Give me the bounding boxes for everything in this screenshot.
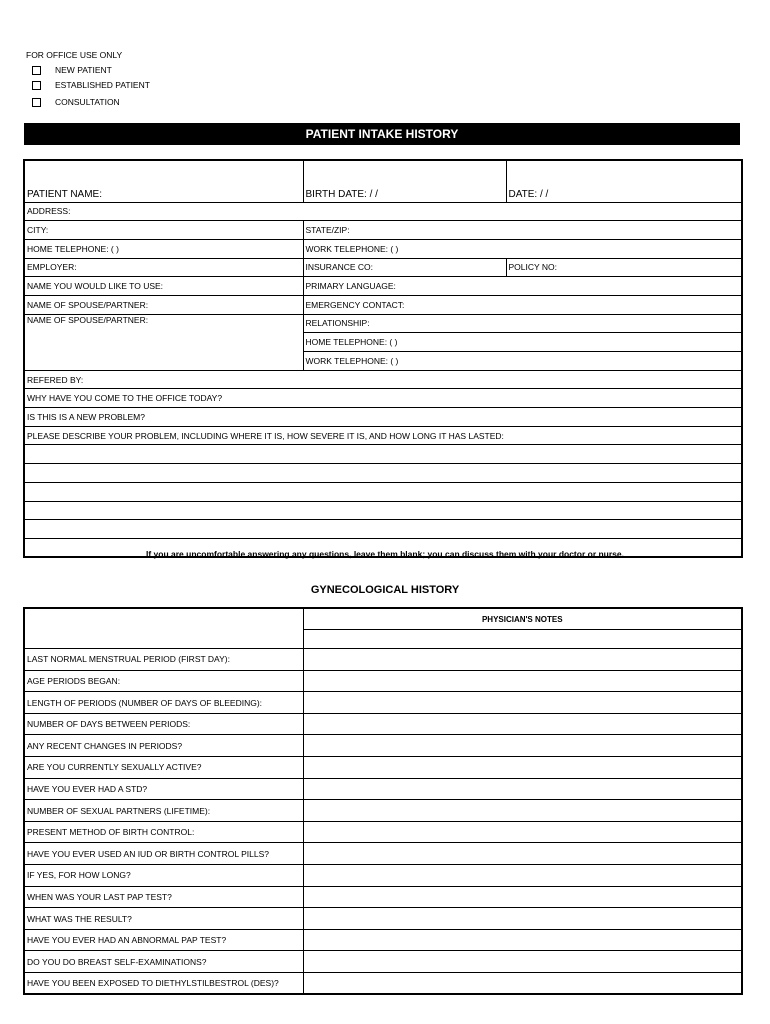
gyn-question: HAVE YOU EVER HAD AN ABNORMAL PAP TEST? <box>24 929 303 951</box>
gyn-question: PRESENT METHOD OF BIRTH CONTROL: <box>24 821 303 843</box>
physician-notes-cell[interactable] <box>303 778 742 800</box>
office-use-section <box>26 48 150 110</box>
table-row <box>24 295 742 314</box>
table-row <box>24 277 742 296</box>
gyn-history-table <box>23 607 743 995</box>
option-label: ESTABLISHED PATIENT <box>55 80 150 90</box>
table-row <box>24 426 742 445</box>
physician-notes-cell[interactable] <box>303 886 742 908</box>
physician-notes-cell[interactable] <box>303 865 742 887</box>
table-row <box>24 239 742 258</box>
table-row <box>24 778 742 800</box>
gyn-question: HAVE YOU BEEN EXPOSED TO DIETHYLSTILBESTROL (DES)? <box>24 973 303 995</box>
physician-notes-cell[interactable] <box>303 670 742 692</box>
option-label: NEW PATIENT <box>55 65 112 75</box>
physician-notes-cell[interactable] <box>303 757 742 779</box>
gyn-question: ARE YOU CURRENTLY SEXUALLY ACTIVE? <box>24 757 303 779</box>
state-zip-field[interactable]: STATE/ZIP: <box>303 221 742 240</box>
option-label: CONSULTATION <box>55 97 120 107</box>
why-come-field[interactable]: WHY HAVE YOU COME TO THE OFFICE TODAY? <box>24 389 742 408</box>
physician-notes-cell[interactable] <box>303 951 742 973</box>
notes-cell[interactable] <box>303 630 742 649</box>
table-row <box>24 258 742 277</box>
table-row <box>24 735 742 757</box>
table-row <box>24 445 742 464</box>
gyn-question: LENGTH OF PERIODS (NUMBER OF DAYS OF BLEEDING): <box>24 692 303 714</box>
gyn-question: WHEN WAS YOUR LAST PAP TEST? <box>24 886 303 908</box>
table-row <box>24 464 742 483</box>
table-row <box>24 314 742 333</box>
physician-notes-cell[interactable] <box>303 713 742 735</box>
gyn-question: WHAT WAS THE RESULT? <box>24 908 303 930</box>
ec-home-telephone-field[interactable]: HOME TELEPHONE: ( ) <box>303 333 742 352</box>
physician-notes-cell[interactable] <box>303 649 742 671</box>
physician-notes-cell[interactable] <box>303 821 742 843</box>
table-row <box>24 608 742 630</box>
relationship-field[interactable]: RELATIONSHIP: <box>303 314 742 333</box>
table-row <box>24 520 742 539</box>
home-telephone-field[interactable]: HOME TELEPHONE: ( ) <box>24 239 303 258</box>
ec-work-telephone-field[interactable]: WORK TELEPHONE: ( ) <box>303 352 742 371</box>
table-row <box>24 370 742 389</box>
intake-form-table <box>23 159 743 558</box>
gyn-question: ANY RECENT CHANGES IN PERIODS? <box>24 735 303 757</box>
describe-line[interactable] <box>24 482 742 501</box>
date-field[interactable]: DATE: / / <box>506 160 742 202</box>
table-row <box>24 389 742 408</box>
preferred-name-field[interactable]: NAME YOU WOULD LIKE TO USE: <box>24 277 303 296</box>
insurance-field[interactable]: INSURANCE CO: <box>303 258 506 277</box>
physician-notes-cell[interactable] <box>303 692 742 714</box>
field-label: NAME OF SPOUSE/PARTNER: <box>27 314 149 325</box>
employer-field[interactable]: EMPLOYER: <box>24 258 303 277</box>
describe-line[interactable] <box>24 464 742 483</box>
gyn-section-title: GYNECOLOGICAL HISTORY <box>310 584 460 596</box>
describe-line[interactable] <box>24 501 742 520</box>
work-telephone-field[interactable]: WORK TELEPHONE: ( ) <box>303 239 742 258</box>
physician-notes-cell[interactable] <box>303 843 742 865</box>
checkbox-established-patient[interactable] <box>32 81 41 90</box>
birth-date-field[interactable]: BIRTH DATE: / / <box>303 160 506 202</box>
physician-notes-cell[interactable] <box>303 735 742 757</box>
referred-by-field[interactable]: REFERED BY: <box>24 370 742 389</box>
policy-field[interactable]: POLICY NO: <box>506 258 742 277</box>
table-row <box>24 929 742 951</box>
table-row <box>24 649 742 671</box>
table-row <box>24 713 742 735</box>
describe-line[interactable] <box>24 445 742 464</box>
gyn-question: NUMBER OF DAYS BETWEEN PERIODS: <box>24 713 303 735</box>
option-new-patient[interactable] <box>26 63 150 78</box>
gyn-question: DO YOU DO BREAST SELF-EXAMINATIONS? <box>24 951 303 973</box>
table-row <box>24 973 742 995</box>
table-row <box>24 886 742 908</box>
gyn-question: HAVE YOU EVER USED AN IUD OR BIRTH CONTROL PILLS? <box>24 843 303 865</box>
table-row <box>24 865 742 887</box>
option-consultation[interactable] <box>26 95 150 110</box>
gyn-question-rows <box>24 649 742 995</box>
emergency-contact-field[interactable]: EMERGENCY CONTACT: <box>303 295 742 314</box>
table-row <box>24 692 742 714</box>
city-field[interactable]: CITY: <box>24 221 303 240</box>
checkbox-new-patient[interactable] <box>32 66 41 75</box>
checkbox-consultation[interactable] <box>32 98 41 107</box>
table-row <box>24 821 742 843</box>
physician-notes-cell[interactable] <box>303 973 742 995</box>
option-established-patient[interactable] <box>26 78 150 93</box>
new-problem-field[interactable]: IS THIS IS A NEW PROBLEM? <box>24 408 742 427</box>
page-title: PATIENT INTAKE HISTORY <box>24 123 740 145</box>
gyn-question: IF YES, FOR HOW LONG? <box>24 865 303 887</box>
describe-problem-field[interactable]: PLEASE DESCRIBE YOUR PROBLEM, INCLUDING WHERE IT IS, HOW SEVERE IT IS, AND HOW LONG IT HAS LASTED: <box>24 426 742 445</box>
physician-notes-header: PHYSICIAN'S NOTES <box>303 608 742 630</box>
physician-notes-cell[interactable] <box>303 929 742 951</box>
table-row <box>24 221 742 240</box>
gyn-question: LAST NORMAL MENSTRUAL PERIOD (FIRST DAY): <box>24 649 303 671</box>
address-field[interactable]: ADDRESS: <box>24 202 742 221</box>
table-row <box>24 951 742 973</box>
describe-line[interactable] <box>24 520 742 539</box>
patient-name-field[interactable]: PATIENT NAME: <box>24 160 303 202</box>
spouse-field-2[interactable] <box>24 314 303 370</box>
disclaimer-note: If you are uncomfortable answering any questions, leave them blank; you can discuss them with your doctor or nurse. <box>146 549 624 559</box>
table-row <box>24 160 742 202</box>
table-row <box>24 757 742 779</box>
table-row <box>24 408 742 427</box>
table-row <box>24 670 742 692</box>
gyn-question: NUMBER OF SEXUAL PARTNERS (LIFETIME): <box>24 800 303 822</box>
physician-notes-cell[interactable] <box>303 908 742 930</box>
primary-language-field[interactable]: PRIMARY LANGUAGE: <box>303 277 742 296</box>
physician-notes-cell[interactable] <box>303 800 742 822</box>
table-row <box>24 843 742 865</box>
table-row <box>24 908 742 930</box>
spouse-field[interactable]: NAME OF SPOUSE/PARTNER: <box>24 295 303 314</box>
office-use-title: FOR OFFICE USE ONLY <box>26 50 123 60</box>
table-row <box>24 202 742 221</box>
gyn-question: AGE PERIODS BEGAN: <box>24 670 303 692</box>
gyn-question: HAVE YOU EVER HAD A STD? <box>24 778 303 800</box>
table-row <box>24 800 742 822</box>
table-row <box>24 501 742 520</box>
table-row <box>24 482 742 501</box>
gyn-header-blank <box>24 608 303 649</box>
